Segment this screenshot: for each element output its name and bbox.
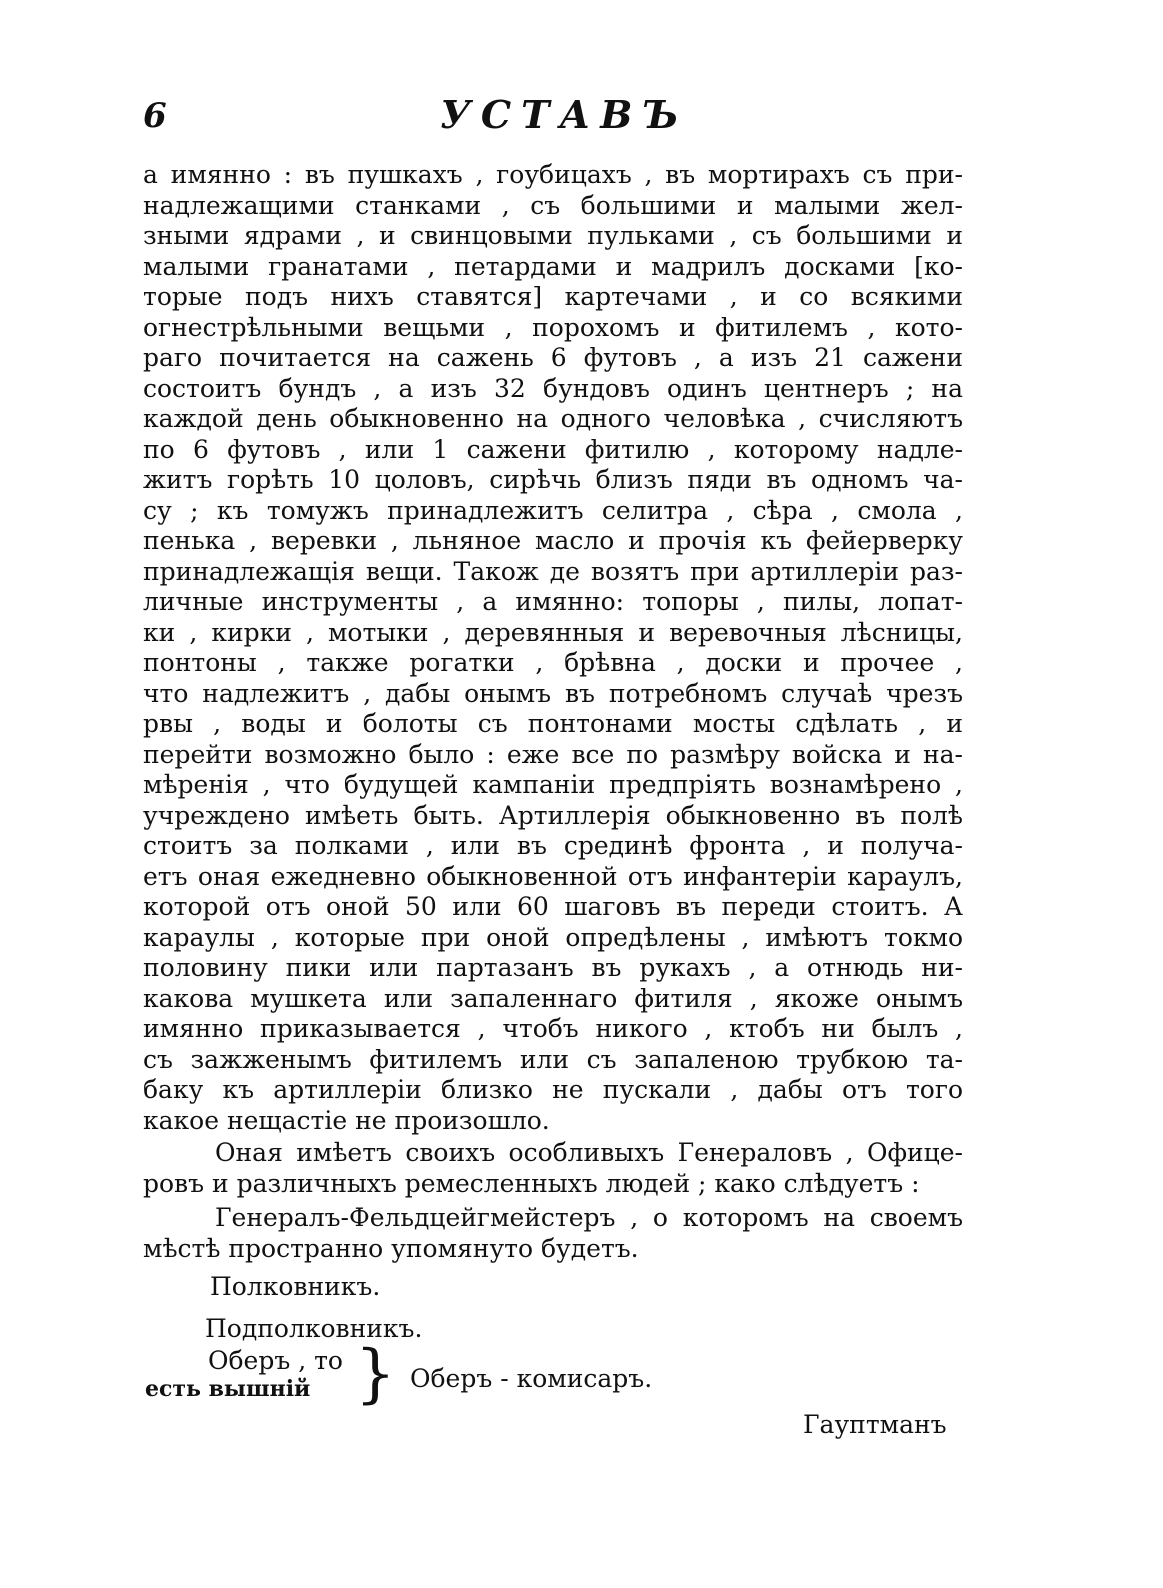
- running-head: УСТАВЪ: [440, 92, 689, 137]
- text-line: мѣстѣ пространно упомянуто будетъ.: [143, 1233, 639, 1263]
- text-line: что надлежитъ , дабы онымъ въ потребномъ случаѣ чрезъ: [143, 678, 963, 708]
- text-line: надлежащими станками , съ большими и малыми жел-: [143, 190, 963, 220]
- text-line: етъ оная ежедневно обыкновенной отъ инфантеріи караулъ,: [143, 861, 963, 891]
- rank-colonel: Полковникъ.: [210, 1272, 381, 1301]
- rank-hauptman: Гауптманъ: [803, 1410, 947, 1439]
- text-line: ровъ и различныхъ ремесленныхъ людей ; како слѣдуетъ :: [143, 1168, 920, 1198]
- rank-lt-colonel: Подполковникъ.: [205, 1314, 423, 1343]
- text-line: съ зажженымъ фитилемъ или съ запаленою трубкою та-: [143, 1044, 963, 1074]
- text-line: житъ горѣть 10 цоловъ, сирѣчь близъ пяди въ одномъ ча-: [143, 465, 963, 494]
- text-line: ки , кирки , мотыки , деревянныя и веревочныя лѣсницы,: [143, 617, 963, 647]
- text-line: имянно приказывается , чтобъ никого , ктобъ ни былъ ,: [143, 1014, 963, 1043]
- paragraph-artillery-supplies: [143, 160, 963, 1136]
- text-line: баку къ артиллеріи близко не пускали , дабы отъ того: [143, 1075, 963, 1104]
- text-line: личные инструменты , а имянно: топоры , пилы, лопат-: [143, 587, 963, 616]
- text-line: учреждено имѣеть быть. Артиллерія обыкновенно въ полѣ: [143, 800, 963, 830]
- text-line: которой отъ оной 50 или 60 шаговъ въ переди стоитъ. А: [143, 892, 963, 921]
- text-line: пенька , веревки , льняное масло и прочія къ фейерверку: [143, 526, 963, 555]
- text-line: какова мушкета или запаленнаго фитиля , якоже онымъ: [143, 983, 963, 1013]
- paragraph-officers: [143, 1138, 963, 1199]
- text-line: стоитъ за полками , или въ срединѣ фронта , и получа-: [143, 831, 963, 860]
- text-line: перейти возможно было : еже все по размѣру войска и на-: [143, 739, 963, 769]
- text-line: понтоны , также рогатки , брѣвна , доски и прочее ,: [143, 648, 963, 677]
- text-line: су ; къ томужъ принадлежитъ селитра , сѣра , смола ,: [143, 495, 963, 525]
- text-line: торые подъ нихъ ставятся] картечами , и со всякими: [143, 282, 963, 311]
- text-line: принадлежащія вещи. Також де возятъ при артиллеріи раз-: [143, 556, 963, 586]
- text-line: каждой день обыкновенно на одного человѣка , счисляютъ: [143, 404, 963, 433]
- text-line: караулы , которые при оной опредѣлены , имѣютъ токмо: [143, 922, 963, 952]
- text-line: зными ядрами , и свинцовыми пульками , съ большими и: [143, 221, 963, 250]
- text-line: рвы , воды и болоты съ понтонами мосты сдѣлать , и: [143, 709, 963, 738]
- text-line: Генералъ-Фельдцейгмейстеръ , о которомъ на своемъ: [215, 1203, 963, 1232]
- text-line: Оная имѣетъ своихъ особливыхъ Генераловъ , Офице-: [215, 1138, 963, 1167]
- rank-ober-line2: есть вышній: [145, 1376, 311, 1402]
- text-line: огнестрѣльными вещьми , порохомъ и фитилемъ , кото-: [143, 312, 963, 342]
- paragraph-general: [143, 1203, 963, 1264]
- text-line: мѣренія , что будущей кампаніи предпріять вознамѣрено ,: [143, 770, 963, 799]
- text-line: половину пики или партазанъ въ рукахъ , а отнюдь ни-: [143, 953, 963, 982]
- text-line: малыми гранатами , петардами и мадрилъ досками [ко-: [143, 251, 963, 281]
- text-line: какое нещастіе не произошло.: [143, 1105, 550, 1135]
- text-line: состоитъ бундъ , а изъ 32 бундовъ одинъ центнеръ ; на: [143, 373, 963, 403]
- text-line: а имянно : въ пушкахъ , гоубицахъ , въ мортирахъ съ при-: [143, 160, 963, 189]
- text-line: по 6 футовъ , или 1 сажени фитилю , которому надле-: [143, 434, 963, 464]
- page-number: 6: [143, 96, 167, 136]
- curly-brace: }: [355, 1337, 396, 1411]
- text-line: раго почитается на сажень 6 футовъ , а изъ 21 сажени: [143, 343, 963, 372]
- rank-ober-line1: Оберъ , то: [208, 1346, 343, 1375]
- rank-ober-commissar: Оберъ - комисаръ.: [410, 1364, 653, 1393]
